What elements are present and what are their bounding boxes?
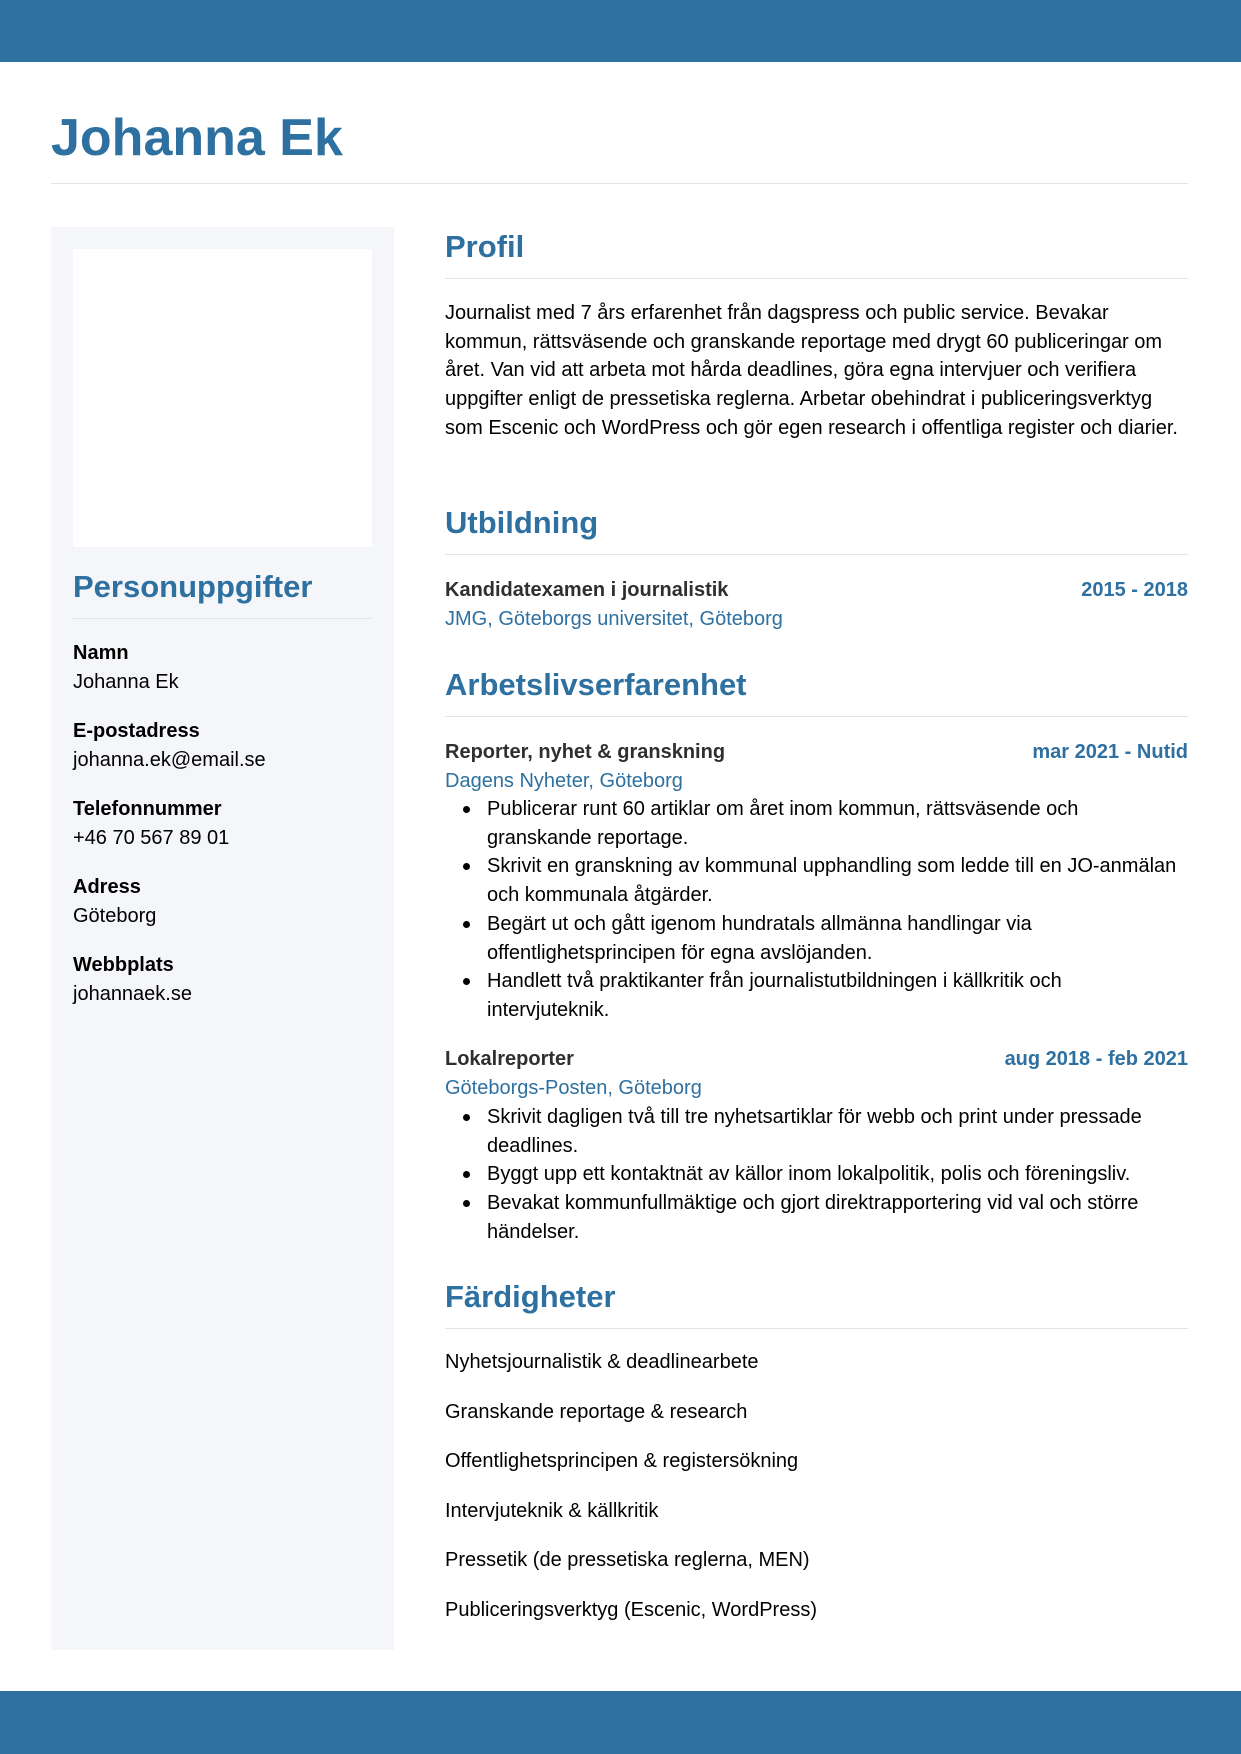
phone-value: +46 70 567 89 01 [73, 827, 230, 849]
section-divider [445, 716, 1188, 717]
list-item: Skrivit en granskning av kommunal upphandling som ledde till en JO-anmälan och kommunala åtgärder. [445, 852, 1188, 909]
entry-title: Lokalreporter [445, 1048, 574, 1070]
website-link[interactable]: johannaek.se [73, 983, 192, 1005]
skill-item: Granskande reportage & research [445, 1400, 748, 1423]
list-item: Bevakat kommunfullmäktige och gjort direktrapportering vid val och större händelser. [445, 1189, 1188, 1246]
entry-dates: aug 2018 - feb 2021 [1004, 1048, 1188, 1070]
entry-organization: JMG, Göteborgs universitet, Göteborg [445, 608, 783, 630]
email-link[interactable]: johanna.ek@email.se [73, 749, 266, 771]
experience-entry-header [445, 738, 1188, 767]
contact-item-address [73, 873, 372, 951]
skill-item: Publiceringsverktyg (Escenic, WordPress) [445, 1598, 817, 1621]
contact-value: Johanna Ek [73, 671, 179, 693]
section-divider [445, 554, 1188, 555]
section-heading-education: Utbildning [445, 505, 599, 540]
header-divider [51, 183, 1188, 184]
contact-label: Webbplats [73, 954, 174, 976]
section-heading-experience: Arbetslivserfarenhet [445, 667, 747, 702]
contact-label: E-postadress [73, 720, 200, 742]
section-divider [445, 1328, 1188, 1329]
entry-dates: 2015 - 2018 [1081, 579, 1188, 601]
contact-item-website [73, 951, 372, 1029]
contact-item-phone [73, 795, 372, 873]
skill-item: Nyhetsjournalistik & deadlinearbete [445, 1351, 759, 1373]
address-value: Göteborg [73, 905, 157, 927]
contact-label: Telefonnummer [73, 798, 222, 820]
list-item: Publicerar runt 60 artiklar om året inom kommun, rättsväsende och granskande reportage. [445, 795, 1188, 852]
profile-photo-placeholder [73, 249, 372, 547]
entry-title: Reporter, nyhet & granskning [445, 741, 726, 763]
education-entry-header [445, 576, 1188, 605]
bottom-accent-bar [0, 1691, 1241, 1754]
skills-list [445, 1348, 1188, 1646]
entry-title: Kandidatexamen i journalistik [445, 579, 729, 601]
page-title: Johanna Ek [51, 109, 343, 167]
experience-bullet-list [445, 1103, 1188, 1247]
skill-item: Intervjuteknik & källkritik [445, 1499, 659, 1522]
contact-item-name [73, 639, 372, 717]
top-accent-bar [0, 0, 1241, 62]
list-item: Byggt upp ett kontaktnät av källor inom lokalpolitik, polis och föreningsliv. [445, 1160, 1188, 1189]
entry-organization: Göteborgs-Posten, Göteborg [445, 1077, 702, 1099]
sidebar [51, 227, 394, 1650]
contact-item-email [73, 717, 372, 795]
experience-bullet-list [445, 795, 1188, 1025]
contact-list [73, 639, 372, 1029]
list-item: Handlett två praktikanter från journalistutbildningen i källkritik och intervjuteknik. [445, 967, 1188, 1024]
contact-label: Adress [73, 876, 141, 898]
entry-dates: mar 2021 - Nutid [1032, 741, 1188, 763]
experience-entry-header [445, 1045, 1188, 1074]
section-heading-profile: Profil [445, 229, 525, 264]
contact-label: Namn [73, 642, 129, 664]
sidebar-divider [73, 618, 372, 619]
entry-organization: Dagens Nyheter, Göteborg [445, 770, 683, 792]
section-heading-skills: Färdigheter [445, 1279, 616, 1314]
section-divider [445, 278, 1188, 279]
skill-item: Pressetik (de pressetiska reglerna, MEN) [445, 1549, 810, 1572]
profile-summary: Journalist med 7 års erfarenhet från dagspress och public service. Bevakar kommun, rättsväsende och granskande reportage med drygt 60 publiceringar om året. Van vid att arbeta mot hårda deadlines, göra egna intervjuer och verifiera uppgifter enligt de pressetiska reglerna. Arbetar obehindrat i publiceringsverktyg som Escenic och WordPress och gör egen research i offentliga register och diarier. [445, 302, 1178, 439]
skill-item: Offentlighetsprincipen & registersökning [445, 1450, 799, 1473]
list-item: Begärt ut och gått igenom hundratals allmänna handlingar via offentlighetsprincipen för egna avslöjanden. [445, 910, 1188, 967]
sidebar-heading: Personuppgifter [73, 569, 313, 604]
list-item: Skrivit dagligen två till tre nyhetsartiklar för webb och print under pressade deadlines. [445, 1103, 1188, 1160]
